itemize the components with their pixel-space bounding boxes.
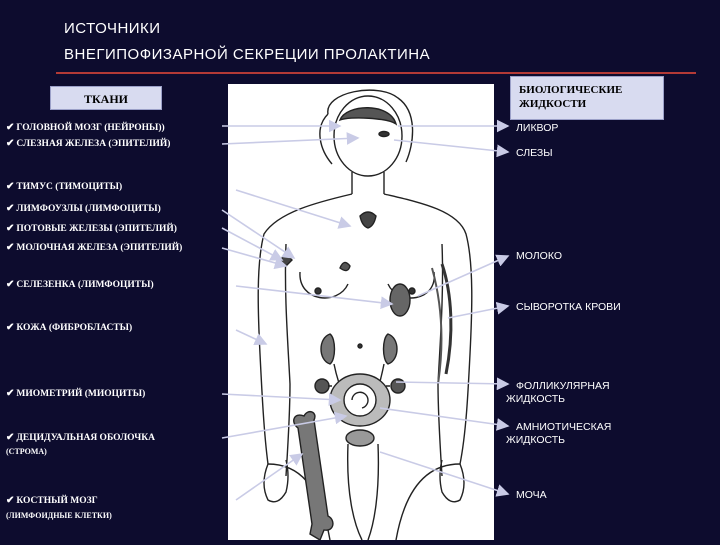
tissue-item xyxy=(6,138,170,150)
fluid-label-line1: ФОЛЛИКУЛЯРНАЯ xyxy=(516,380,610,392)
fluid-item: СЛЕЗЫ xyxy=(516,147,553,159)
check-mark-icon: ✔ xyxy=(6,203,15,214)
tissue-item xyxy=(6,203,161,215)
check-mark-icon: ✔ xyxy=(6,181,15,192)
tissue-sublabel: (СТРОМА) xyxy=(6,447,47,456)
tissue-item xyxy=(6,495,98,507)
fluid-item: МОЧА xyxy=(516,489,547,501)
tissue-label: МИОМЕТРИЙ (МИОЦИТЫ) xyxy=(16,389,146,399)
tissue-item xyxy=(6,432,155,444)
check-mark-icon: ✔ xyxy=(6,432,15,443)
tissue-item xyxy=(6,181,122,193)
tissue-label: КОЖА (ФИБРОБЛАСТЫ) xyxy=(16,323,133,333)
tissue-item xyxy=(6,223,177,235)
check-mark-icon: ✔ xyxy=(6,388,15,399)
check-mark-icon: ✔ xyxy=(6,138,15,149)
fluid-item: ЛИКВОР xyxy=(516,122,559,134)
tissue-item xyxy=(6,242,182,254)
fluid-item xyxy=(506,421,611,447)
tissue-label: СЛЕЗНАЯ ЖЕЛЕЗА (ЭПИТЕЛИЙ) xyxy=(16,139,171,149)
tissues-header: ТКАНИ xyxy=(50,86,162,110)
tissue-label: ГОЛОВНОЙ МОЗГ (НЕЙРОНЫ)) xyxy=(16,123,165,133)
tissue-label: ПОТОВЫЕ ЖЕЛЕЗЫ (ЭПИТЕЛИЙ) xyxy=(16,224,177,234)
tissue-label: ЛИМФОУЗЛЫ (ЛИМФОЦИТЫ) xyxy=(16,204,161,214)
fluid-item: СЫВОРОТКА КРОВИ xyxy=(516,301,621,313)
tissue-item xyxy=(6,279,154,291)
tissue-item xyxy=(6,388,145,400)
tissue-label: ДЕЦИДУАЛЬНАЯ ОБОЛОЧКА xyxy=(16,433,156,443)
fluids-header: БИОЛОГИЧЕСКИЕ ЖИДКОСТИ xyxy=(510,76,664,120)
check-mark-icon: ✔ xyxy=(6,322,15,333)
check-mark-icon: ✔ xyxy=(6,279,15,290)
tissue-label: СЕЛЕЗЕНКА (ЛИМФОЦИТЫ) xyxy=(16,280,154,290)
check-mark-icon: ✔ xyxy=(6,223,15,234)
fluid-label-line2: ЖИДКОСТЬ xyxy=(506,434,566,446)
tissue-label: ТИМУС (ТИМОЦИТЫ) xyxy=(16,182,123,192)
tissue-sublabel: (ЛИМФОИДНЫЕ КЛЕТКИ) xyxy=(6,511,112,520)
anatomy-figure-panel xyxy=(228,84,494,540)
slide-title-line1: ИСТОЧНИКИ xyxy=(64,20,161,37)
check-mark-icon: ✔ xyxy=(6,495,15,506)
tissue-item xyxy=(6,322,132,334)
tissue-label: МОЛОЧНАЯ ЖЕЛЕЗА (ЭПИТЕЛИЙ) xyxy=(16,243,183,253)
female-anatomy-figure xyxy=(228,84,494,540)
slide-title-line2: ВНЕГИПОФИЗАРНОЙ СЕКРЕЦИИ ПРОЛАКТИНА xyxy=(64,46,431,63)
check-mark-icon: ✔ xyxy=(6,242,15,253)
check-mark-icon: ✔ xyxy=(6,122,15,133)
tissue-item xyxy=(6,122,165,134)
fluid-label-line1: АМНИОТИЧЕСКАЯ xyxy=(516,421,612,433)
title-underline xyxy=(56,72,696,74)
tissue-label: КОСТНЫЙ МОЗГ xyxy=(16,496,98,506)
fluid-item: МОЛОКО xyxy=(516,250,563,262)
fluid-label-line2: ЖИДКОСТЬ xyxy=(506,393,566,405)
fluid-item xyxy=(506,380,610,406)
